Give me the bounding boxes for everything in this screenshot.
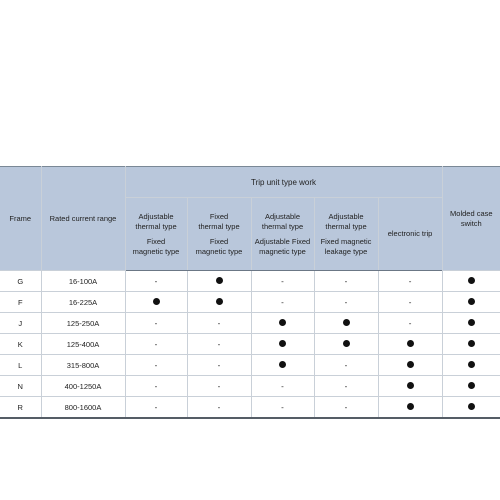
supported-dot-cell	[251, 355, 314, 376]
table-row	[0, 355, 500, 376]
unsupported-cell	[251, 376, 314, 397]
supported-dot-cell	[187, 292, 251, 313]
range-cell: 315-800A	[41, 355, 125, 376]
range-cell: 400-1250A	[41, 376, 125, 397]
unsupported-cell	[251, 271, 314, 292]
frame-cell: N	[0, 376, 41, 397]
trip-type-header: electronic trip	[378, 198, 442, 271]
dash-mark: -	[344, 381, 348, 391]
filled-dot-icon	[407, 382, 414, 389]
supported-dot-cell	[314, 334, 378, 355]
filled-dot-icon	[468, 382, 475, 389]
filled-dot-icon	[216, 298, 223, 305]
unsupported-cell	[125, 334, 187, 355]
table-row	[0, 313, 500, 334]
dash-mark: -	[344, 276, 348, 286]
dash-mark: -	[154, 318, 158, 328]
unsupported-cell	[378, 313, 442, 334]
trip-type-header: Adjustable thermal type Fixed magnetic leakage type	[314, 198, 378, 271]
unsupported-cell	[125, 397, 187, 419]
filled-dot-icon	[468, 361, 475, 368]
dash-mark: -	[154, 402, 158, 412]
dash-mark: -	[154, 381, 158, 391]
dash-mark: -	[344, 402, 348, 412]
frame-cell: R	[0, 397, 41, 419]
table-row	[0, 271, 500, 292]
supported-dot-cell	[442, 334, 500, 355]
filled-dot-icon	[407, 403, 414, 410]
unsupported-cell	[314, 292, 378, 313]
supported-dot-cell	[442, 292, 500, 313]
unsupported-cell	[378, 292, 442, 313]
supported-dot-cell	[442, 355, 500, 376]
trip-unit-group-header: Trip unit type work	[125, 167, 442, 198]
filled-dot-icon	[216, 277, 223, 284]
unsupported-cell	[187, 355, 251, 376]
supported-dot-cell	[442, 271, 500, 292]
frame-cell: G	[0, 271, 41, 292]
filled-dot-icon	[468, 298, 475, 305]
dash-mark: -	[217, 381, 221, 391]
dash-mark: -	[408, 318, 412, 328]
supported-dot-cell	[187, 271, 251, 292]
dash-mark: -	[154, 276, 158, 286]
filled-dot-icon	[407, 361, 414, 368]
filled-dot-icon	[468, 277, 475, 284]
range-cell: 800-1600A	[41, 397, 125, 419]
unsupported-cell	[251, 397, 314, 419]
filled-dot-icon	[279, 340, 286, 347]
dash-mark: -	[344, 297, 348, 307]
filled-dot-icon	[468, 319, 475, 326]
range-cell: 16-100A	[41, 271, 125, 292]
table-header	[0, 167, 500, 271]
dash-mark: -	[217, 339, 221, 349]
dash-mark: -	[344, 360, 348, 370]
frame-cell: F	[0, 292, 41, 313]
dash-mark: -	[217, 318, 221, 328]
frame-cell: L	[0, 355, 41, 376]
dash-mark: -	[281, 402, 284, 412]
unsupported-cell	[125, 355, 187, 376]
supported-dot-cell	[442, 313, 500, 334]
range-cell: 125-400A	[41, 334, 125, 355]
dash-mark: -	[281, 297, 284, 307]
filled-dot-icon	[343, 319, 350, 326]
filled-dot-icon	[343, 340, 350, 347]
filled-dot-icon	[407, 340, 414, 347]
table-body	[0, 271, 500, 419]
unsupported-cell	[187, 397, 251, 419]
supported-dot-cell	[442, 376, 500, 397]
filled-dot-icon	[153, 298, 160, 305]
trip-unit-table	[0, 166, 500, 419]
unsupported-cell	[314, 376, 378, 397]
unsupported-cell	[314, 271, 378, 292]
supported-dot-cell	[378, 376, 442, 397]
supported-dot-cell	[251, 334, 314, 355]
unsupported-cell	[251, 292, 314, 313]
dash-mark: -	[408, 276, 412, 286]
unsupported-cell	[125, 271, 187, 292]
frame-cell: J	[0, 313, 41, 334]
filled-dot-icon	[279, 319, 286, 326]
trip-type-header: Adjustable thermal type Fixed magnetic type	[125, 198, 187, 271]
dash-mark: -	[154, 339, 158, 349]
range-cell: 16-225A	[41, 292, 125, 313]
dash-mark: -	[408, 297, 412, 307]
dash-mark: -	[281, 381, 284, 391]
rated-current-header: Rated current range	[41, 167, 125, 271]
supported-dot-cell	[378, 355, 442, 376]
table-row	[0, 334, 500, 355]
frame-cell: K	[0, 334, 41, 355]
unsupported-cell	[378, 271, 442, 292]
unsupported-cell	[125, 376, 187, 397]
molded-case-header: Molded case switch	[442, 167, 500, 271]
table-row	[0, 376, 500, 397]
supported-dot-cell	[314, 313, 378, 334]
range-cell: 125-250A	[41, 313, 125, 334]
unsupported-cell	[314, 355, 378, 376]
table-row	[0, 292, 500, 313]
filled-dot-icon	[279, 361, 286, 368]
dash-mark: -	[281, 276, 284, 286]
filled-dot-icon	[468, 340, 475, 347]
filled-dot-icon	[468, 403, 475, 410]
supported-dot-cell	[251, 313, 314, 334]
frame-header: Frame	[0, 167, 41, 271]
unsupported-cell	[314, 397, 378, 419]
supported-dot-cell	[378, 397, 442, 419]
trip-type-header: Adjustable thermal type Adjustable Fixed magnetic type	[251, 198, 314, 271]
unsupported-cell	[125, 313, 187, 334]
dash-mark: -	[217, 402, 221, 412]
supported-dot-cell	[378, 334, 442, 355]
supported-dot-cell	[442, 397, 500, 419]
unsupported-cell	[187, 376, 251, 397]
trip-type-header: Fixed thermal type Fixed magnetic type	[187, 198, 251, 271]
dash-mark: -	[154, 360, 158, 370]
dash-mark: -	[217, 360, 221, 370]
unsupported-cell	[187, 334, 251, 355]
unsupported-cell	[187, 313, 251, 334]
table-row	[0, 397, 500, 419]
supported-dot-cell	[125, 292, 187, 313]
